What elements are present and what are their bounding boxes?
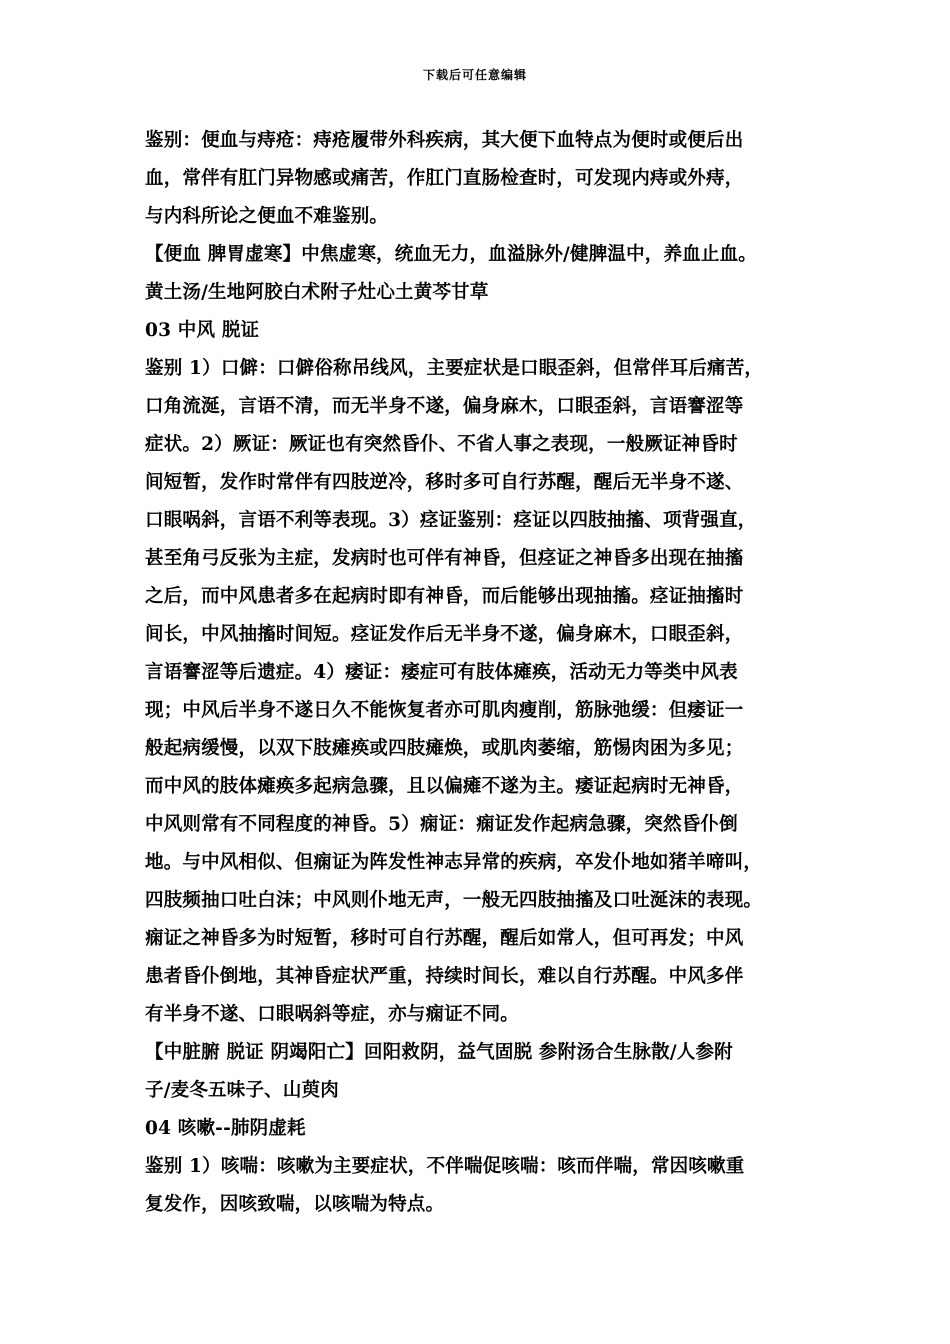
text-line: 口眼㖞斜，言语不利等表现。3）痉证鉴别：痉证以四肢抽搐、项背强直， (145, 510, 757, 531)
text-line: 口角流涎，言语不清，而无半身不遂，偏身麻木，口眼歪斜，言语謇涩等 (145, 396, 744, 417)
text-line: 之后，而中风患者多在起病时即有神昏，而后能够出现抽搐。痉证抽搐时 (145, 586, 744, 607)
text-line: 患者昏仆倒地，其神昏症状严重，持续时间长，难以自行苏醒。中风多伴 (145, 966, 744, 987)
text-line: 中风则常有不同程度的神昏。5）痫证：痫证发作起病急骤，突然昏仆倒 (145, 814, 738, 835)
text-line: 地。与中风相似、但痫证为阵发性神志异常的疾病，卒发仆地如猪羊啼叫， (145, 852, 763, 873)
text-line: 般起病缓慢，以双下肢瘫痪或四肢瘫焕，或肌肉萎缩，筋惕肉困为多见； (145, 738, 744, 759)
text-line: 间短暂，发作时常伴有四肢逆冷，移时多可自行苏醒，醒后无半身不遂、 (145, 472, 744, 493)
text-line: 黄土汤/生地阿胶白术附子灶心土黄芩甘草 (145, 282, 489, 303)
body-text (145, 122, 817, 1224)
text-line: 甚至角弓反张为主症，发病时也可伴有神昏，但痉证之神昏多出现在抽搐 (145, 548, 744, 569)
text-line: 有半身不遂、口眼㖞斜等症，亦与痫证不同。 (145, 1004, 520, 1025)
text-line: 而中风的肢体瘫痪多起病急骤，且以偏瘫不遂为主。痿证起病时无神昏， (145, 776, 744, 797)
text-line: 痫证之神昏多为时短暂，移时可自行苏醒，醒后如常人，但可再发；中风 (145, 928, 744, 949)
text-line: 间长，中风抽搐时间短。痉证发作后无半身不遂，偏身麻木，口眼歪斜， (145, 624, 744, 645)
text-line: 【中脏腑 脱证 阴竭阳亡】回阳救阴，益气固脱 参附汤合生脉散/人参附 (145, 1042, 733, 1063)
text-line: 现；中风后半身不遂日久不能恢复者亦可肌肉瘦削，筋脉弛缓：但痿证一 (145, 700, 744, 721)
text-line: 鉴别：便血与痔疮：痔疮履带外科疾病，其大便下血特点为便时或便后出 (145, 130, 744, 151)
text-line: 【便血 脾胃虚寒】中焦虚寒，统血无力，血溢脉外/健脾温中，养血止血。 (145, 244, 758, 265)
text-line: 血，常伴有肛门异物感或痛苦，作肛门直肠检查时，可发现内痔或外痔， (145, 168, 744, 189)
text-line: 鉴别 1）咳喘：咳嗽为主要症状，不伴喘促咳喘：咳而伴喘，常因咳嗽重 (145, 1156, 745, 1177)
section-heading: 03 中风 脱证 (145, 320, 260, 341)
section-heading: 04 咳嗽--肺阴虚耗 (145, 1118, 306, 1139)
page-header: 下载后可任意编辑 (422, 68, 527, 82)
text-line: 言语謇涩等后遗症。4）痿证：痿症可有肢体瘫痪，活动无力等类中风表 (145, 662, 738, 683)
text-line: 四肢频抽口吐白沫；中风则仆地无声，一般无四肢抽搐及口吐涎沫的表现。 (145, 890, 763, 911)
text-line: 鉴别 1）口僻：口僻俗称吊线风，主要症状是口眼歪斜，但常伴耳后痛苦， (145, 358, 764, 379)
text-line: 复发作，因咳致喘，以咳喘为特点。 (145, 1194, 445, 1215)
text-line: 症状。2）厥证：厥证也有突然昏仆、不省人事之表现，一般厥证神昏时 (145, 434, 738, 455)
text-line: 与内科所论之便血不难鉴别。 (145, 206, 389, 227)
text-line: 子/麦冬五味子、山萸肉 (145, 1080, 339, 1101)
